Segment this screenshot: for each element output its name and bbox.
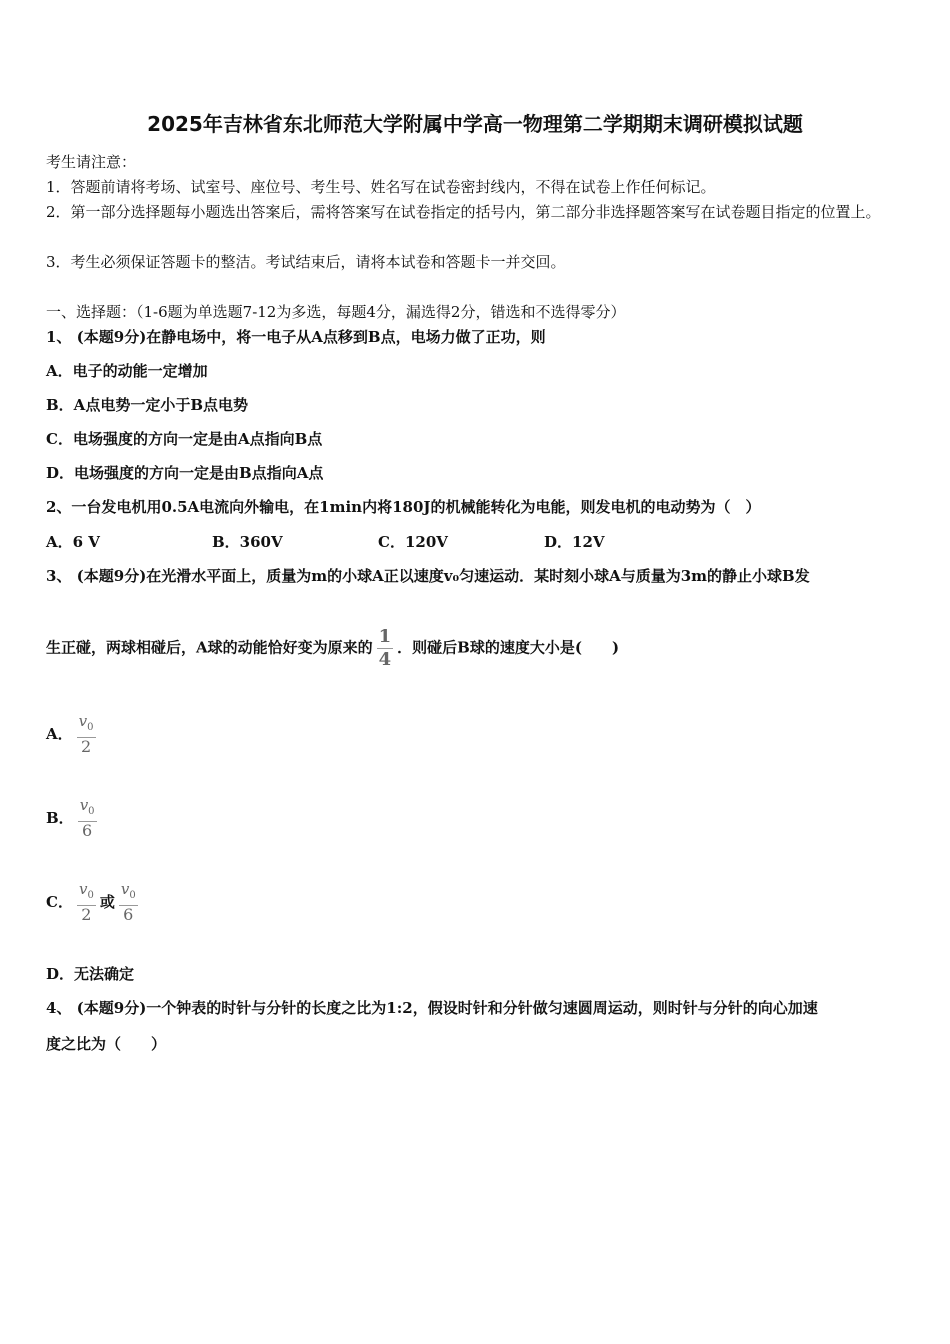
question-3-stem-pre: 生正碰，两球相碰后，A球的动能恰好变为原来的: [46, 638, 373, 657]
question-3-stem-post: ．则碰后B球的速度大小是( ): [397, 638, 620, 657]
question-2-options: [46, 530, 605, 554]
question-3-stem-line-1: 3、 (本题9分)在光滑水平面上，质量为m的小球A正以速度v₀匀速运动．某时刻小球A与质量为3m的静止小球B发: [46, 567, 810, 585]
question-2-stem: 2、一台发电机用0.5A电流向外输电，在1min内将180J的机械能转化为电能，则发电机的电动势为（ ）: [46, 498, 761, 516]
question-1-option-d: D．电场强度的方向一定是由B点指向A点: [46, 464, 324, 482]
question-1-option-a: A．电子的动能一定增加: [46, 362, 208, 380]
section-header: 一、选择题：（1-6题为单选题7-12为多选，每题4分，漏选得2分，错选和不选得零分）: [46, 303, 626, 321]
fraction-v0-over-6: $\frac{v_0}{6}$: [79, 796, 95, 840]
option-connector: 或: [99, 893, 115, 911]
question-2-option-b: B．360V: [212, 533, 283, 551]
fraction-v0-over-2: $\frac{v_0}{2}$: [78, 880, 94, 924]
question-3-stem-line-2: [46, 626, 619, 671]
question-4-stem-line-2: 度之比为（ ）: [46, 1035, 167, 1053]
question-2-option-d: D．12V: [544, 533, 605, 551]
fraction-v0-over-2: $\frac{v_0}{2}$: [78, 712, 94, 756]
question-1-option-b: B．A点电势一定小于B点电势: [46, 396, 248, 414]
fraction-v0-over-6: $\frac{v_0}{6}$: [120, 880, 136, 924]
question-4-stem-line-1: 4、 (本题9分)一个钟表的时针与分针的长度之比为1:2，假设时针和分针做匀速圆周运动，则时针与分针的向心加速: [46, 999, 818, 1017]
question-3-option-a: A． $\frac{v_0}{2}$: [46, 712, 94, 756]
page-title: 2025年吉林省东北师范大学附属中学高一物理第二学期期末调研模拟试题: [147, 112, 803, 136]
notice-item-2: 2．第一部分选择题每小题选出答案后，需将答案写在试卷指定的括号内，第二部分非选择题答案写在试卷题目指定的位置上。: [46, 203, 881, 221]
question-2-option-c: C．120V: [378, 533, 448, 551]
question-1-stem: 1、 (本题9分)在静电场中，将一电子从A点移到B点，电场力做了正功，则: [46, 328, 546, 346]
notice-heading: 考生请注意：: [46, 153, 137, 171]
notice-item-1: 1．答题前请将考场、试室号、座位号、考生号、姓名写在试卷密封线内，不得在试卷上作任何标记。: [46, 178, 716, 196]
fraction-one-quarter: $\frac{1}{4}$: [378, 626, 392, 670]
question-3-option-d: D．无法确定: [46, 965, 135, 983]
question-2-option-a: A．6 V: [46, 533, 100, 551]
question-3-option-b: B． $\frac{v_0}{6}$: [46, 796, 95, 840]
question-3-option-c: C． $\frac{v_0}{2}$ 或 $\frac{v_0}{6}$: [46, 880, 136, 924]
notice-item-3: 3．考生必须保证答题卡的整洁。考试结束后，请将本试卷和答题卡一并交回。: [46, 253, 566, 271]
question-1-option-c: C．电场强度的方向一定是由A点指向B点: [46, 430, 323, 448]
